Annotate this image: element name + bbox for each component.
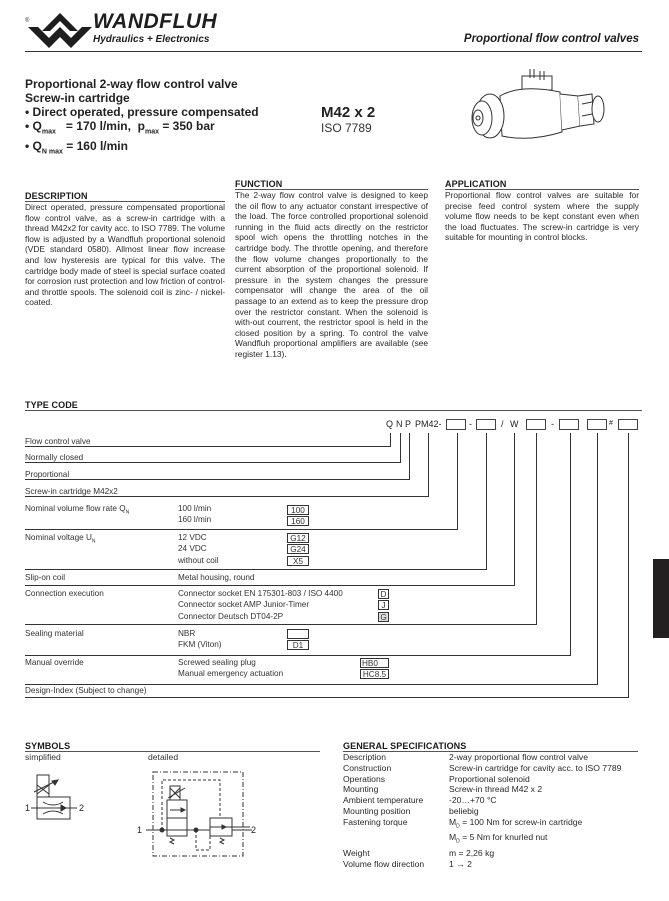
code-hash: # xyxy=(609,420,613,427)
option-text: 24 VDC xyxy=(178,544,207,553)
brand-tagline: Hydraulics + Electronics xyxy=(93,34,210,45)
spec-row: Ambient temperature -20…+70 °C xyxy=(343,795,497,806)
symbols-heading: SYMBOLS xyxy=(25,741,320,752)
row-divider xyxy=(25,655,571,656)
code-slot-override xyxy=(587,419,607,430)
product-category: Proportional flow control valves xyxy=(463,33,639,45)
product-subtitle: Screw-in cartridge xyxy=(25,91,130,105)
function-text: The 2-way flow control valve is designed to keep the oil flow to any actuator constant irrespective of the load. The force controlled proportional solenoid running in the fluid acts directly on the restrictor spool wich opens the throttling notches in the cartridge body. The throttle opening, and therefore the flow volume changes proportionally to the current absorption of the proportional solenoid. If pressure in the system changes the pressure compensator will change the area of the oil passage to an extend as to keep the pressure drop over the restrictor constant. When the solenoid is with-out courrent, the restrictor spool is held in the closed position by a spring. To control the valve Wandfluh proportional amplifiers are available (see register 1.13). xyxy=(235,190,428,359)
type-row-proportional: Proportional xyxy=(25,470,70,479)
code-slot-voltage xyxy=(476,419,496,430)
spec-row: $M_D = 5$ Nm for knurled nut xyxy=(449,832,548,846)
code-slot-design-index xyxy=(618,419,638,430)
connector-line xyxy=(597,433,598,684)
type-code-heading: TYPE CODE xyxy=(25,400,642,411)
application-text: Proportional flow control valves are suitable for precise feed control system where the supply volume flow needs to be kept constant even when the load fluctuates. The screw-in cartridge is very suitable for mounting in control blocks. xyxy=(445,190,639,243)
general-specs-heading: GENERAL SPECIFICATIONS xyxy=(343,741,638,752)
thread-size: M42 x 2 xyxy=(321,104,376,121)
type-row-connection: Connection execution xyxy=(25,589,104,598)
port-1-label: 1 xyxy=(25,803,31,813)
type-row-sealing: Sealing material xyxy=(25,629,84,638)
connector-line xyxy=(486,433,487,569)
connector-line xyxy=(457,433,458,529)
type-row-flow-rate: Nominal volume flow rate $Q_N$ xyxy=(25,504,130,516)
feature-bullet: • $Q_{N max} = 160$ l/min xyxy=(25,139,128,156)
description-text: Direct operated, pressure compensated proportional flow control valve, as a screw-in cartridge with a thread M42x2 for cavity acc. to ISO 7789. The volume flow is adjusted by a Wandfluh proportional solenoid (VDE standard 0580). Allmost linear flow increase and low hysteresis are typical for this valve. The cartridge body made of steel is special surface coated for corrosion rust protection and low friction of control- and throttle spools. The solenoid coil is zinc- / nickel-coated. xyxy=(25,202,226,308)
option-text: Screwed sealing plug xyxy=(178,658,256,667)
code-w: W xyxy=(510,419,519,429)
option-code-box: X5 xyxy=(287,556,309,566)
code-pm42: PM42- xyxy=(415,419,442,429)
option-text: 160 l/min xyxy=(178,515,212,524)
spec-row: Volume flow direction 1 → 2 xyxy=(343,858,472,869)
description-section xyxy=(25,191,225,308)
connector-line xyxy=(628,433,629,697)
option-code-box xyxy=(287,629,309,639)
type-row-slip-on-coil: Slip-on coil xyxy=(25,573,66,582)
section-heading: APPLICATION xyxy=(445,179,639,190)
option-text: without coil xyxy=(178,556,219,565)
row-divider xyxy=(25,529,458,530)
option-text: 12 VDC xyxy=(178,533,207,542)
simplified-symbol-icon xyxy=(25,770,85,825)
wandfluh-logo-icon xyxy=(28,11,92,49)
option-text: FKM (Viton) xyxy=(178,640,222,649)
section-heading: DESCRIPTION xyxy=(25,191,225,202)
spec-row: Mounting position beliebig xyxy=(343,805,479,816)
detailed-symbol-icon xyxy=(140,770,255,860)
iso-standard: ISO 7789 xyxy=(321,121,372,135)
row-divider xyxy=(25,585,515,586)
option-code-box: G12 xyxy=(287,533,309,543)
code-n: N xyxy=(396,419,403,429)
registered-mark: ® xyxy=(25,18,30,24)
function-section xyxy=(235,179,428,360)
register-tab-marker xyxy=(653,559,669,638)
type-row-design-index: Design-Index (Subject to change) xyxy=(25,686,147,695)
connector-line xyxy=(536,433,537,624)
header-divider xyxy=(25,51,642,52)
spec-row: Construction Screw-in cartridge for cavity acc. to ISO 7789 xyxy=(343,762,622,773)
option-text: Connector Deutsch DT04-2P xyxy=(178,612,284,621)
section-heading: FUNCTION xyxy=(235,179,428,190)
valve-product-image xyxy=(460,66,610,146)
option-text: Connector socket EN 175301-803 / ISO 4400 xyxy=(178,589,343,598)
row-divider xyxy=(25,697,629,698)
product-title: Proportional 2-way flow control valve xyxy=(25,77,238,91)
row-divider xyxy=(25,624,537,625)
spec-row: Fastening torque $M_D = 100$ Nm for screw-in cartridge xyxy=(343,816,583,830)
option-code-box: J xyxy=(378,600,389,610)
type-row-flow-control-valve: Flow control valve xyxy=(25,437,91,446)
option-code-box: HC8.5 xyxy=(360,669,389,679)
row-divider xyxy=(25,684,598,685)
connector-line xyxy=(390,433,391,446)
feature-bullet: • Direct operated, pressure compensated xyxy=(25,105,259,119)
connector-line xyxy=(570,433,571,655)
application-section xyxy=(445,179,639,243)
spec-row: Mounting Screw-in thread M42 x 2 xyxy=(343,784,543,795)
option-code-box: D1 xyxy=(287,640,309,650)
option-code-box: HB0 xyxy=(360,658,389,668)
option-text: Connector socket AMP Junior-Timer xyxy=(178,600,310,609)
code-slot-flow-rate xyxy=(446,419,466,430)
code-dash: - xyxy=(551,419,554,429)
port-2-label: 2 xyxy=(79,803,85,813)
row-divider xyxy=(25,479,410,480)
option-code-box: 100 xyxy=(287,505,309,515)
connector-line xyxy=(409,433,410,479)
brand-name: WANDFLUH xyxy=(93,10,218,33)
code-slot-connection xyxy=(526,419,546,430)
code-slot-sealing xyxy=(559,419,579,430)
product-title-block xyxy=(25,77,259,160)
type-row-manual-override: Manual override xyxy=(25,658,84,667)
connector-line xyxy=(428,433,429,496)
option-text: Metal housing, round xyxy=(178,573,255,582)
connector-line xyxy=(514,433,515,585)
simplified-label: simplified xyxy=(25,752,61,762)
option-code-box: G24 xyxy=(287,544,309,554)
detailed-port-2-label: 2 xyxy=(251,825,257,835)
detailed-label: detailed xyxy=(148,752,179,762)
connector-line xyxy=(400,433,401,462)
option-code-box: 160 xyxy=(287,516,309,526)
type-row-screw-in-cartridge: Screw-in cartridge M42x2 xyxy=(25,487,118,496)
option-text: Manual emergency actuation xyxy=(178,669,284,678)
code-slash: / xyxy=(501,419,504,429)
feature-bullet: • $Q_{max}$ = 170 l/min, $p_{max} = 350$ bar xyxy=(25,119,215,136)
row-divider xyxy=(25,569,487,570)
option-text: NBR xyxy=(178,629,196,638)
option-text: 100 l/min xyxy=(178,504,212,513)
option-code-box: G xyxy=(378,612,389,622)
code-dash: - xyxy=(469,419,472,429)
code-q: Q xyxy=(386,419,394,429)
spec-row: Operations Proportional solenoid xyxy=(343,773,530,784)
type-row-normally-closed: Normally closed xyxy=(25,453,84,462)
spec-row: Description 2-way proportional flow control valve xyxy=(343,752,588,762)
general-specs-section xyxy=(343,741,643,869)
type-row-voltage: Nominal voltage $U_N$ xyxy=(25,533,96,545)
option-code-box: D xyxy=(378,589,389,599)
detailed-port-1-label: 1 xyxy=(137,825,143,835)
code-p: P xyxy=(405,419,412,429)
spec-row: Weight m = 2,26 kg xyxy=(343,847,495,858)
